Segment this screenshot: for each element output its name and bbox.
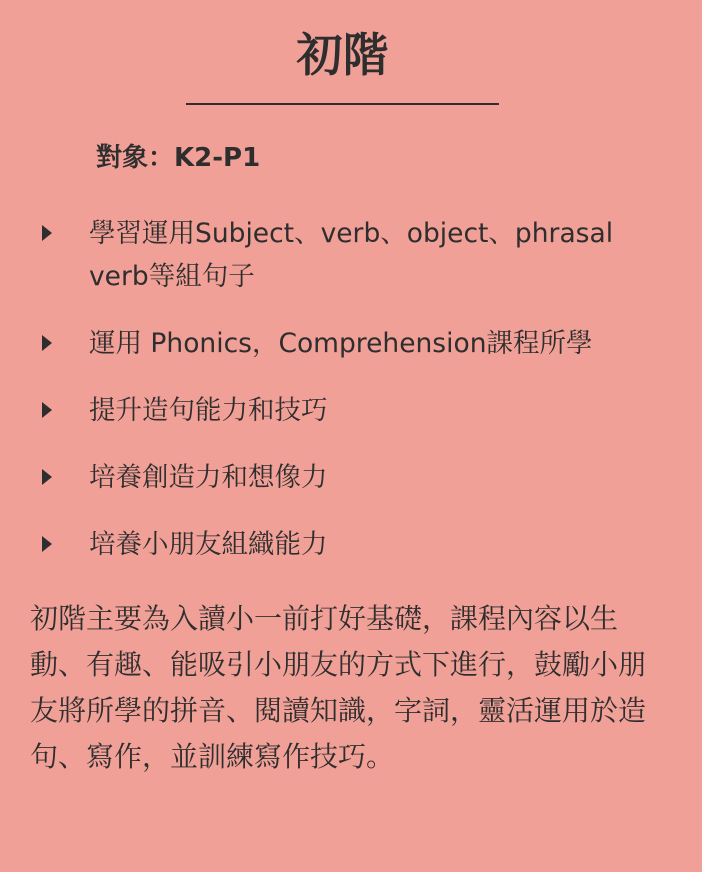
list-item-text: 學習運用Subject、verb、object、phrasal verb等組句子: [89, 218, 614, 292]
feature-list: [0, 212, 702, 590]
list-item: [0, 523, 659, 566]
list-item-text: 培養創造力和想像力: [89, 462, 328, 493]
list-item: [0, 212, 659, 298]
list-item: [0, 322, 659, 365]
list-item: [0, 456, 659, 499]
triangle-right-icon: [42, 469, 52, 485]
page-title: 初階: [296, 28, 389, 82]
triangle-right-icon: [42, 536, 52, 552]
title-divider: [186, 103, 499, 105]
course-description: 初階主要為入讀小一前打好基礎，課程內容以生動、有趣、能吸引小朋友的方式下進行，鼓勵小朋友將所學的拼音、閱讀知識，字詞，靈活運用於造句、寫作，並訓練寫作技巧。: [30, 602, 647, 773]
triangle-right-icon: [42, 402, 52, 418]
triangle-right-icon: [42, 225, 52, 241]
triangle-right-icon: [42, 335, 52, 351]
list-item: [0, 389, 659, 432]
list-item-text: 運用 Phonics，Comprehension課程所學: [89, 328, 593, 359]
list-item-text: 培養小朋友組織能力: [89, 529, 328, 560]
target-audience: 對象：K2-P1: [96, 143, 261, 173]
list-item-text: 提升造句能力和技巧: [89, 395, 328, 426]
